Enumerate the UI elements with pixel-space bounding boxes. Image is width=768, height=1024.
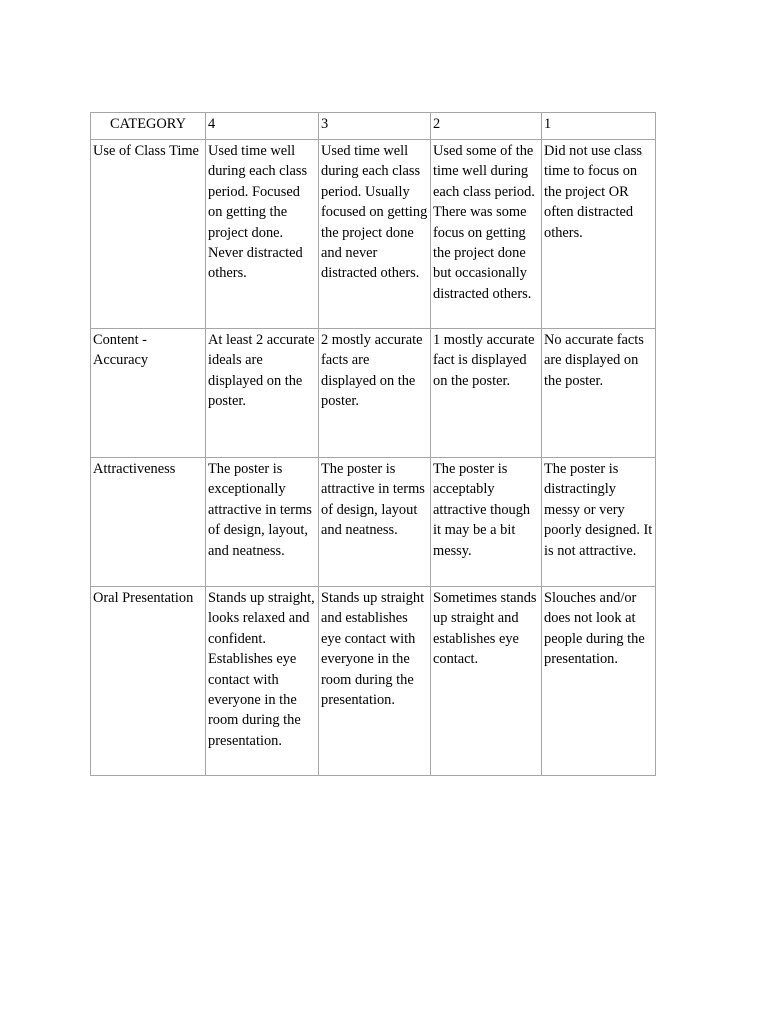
criteria-cell: 1 mostly accurate fact is displayed on the poster. <box>431 329 542 458</box>
category-cell: Oral Presentation <box>91 587 206 776</box>
header-row <box>91 113 656 140</box>
table-row <box>91 587 656 776</box>
criteria-cell: At least 2 accurate ideals are displayed on the poster. <box>206 329 319 458</box>
criteria-cell: The poster is distractingly messy or very poorly designed. It is not attractive. <box>542 458 656 587</box>
criteria-cell: Sometimes stands up straight and establishes eye contact. <box>431 587 542 776</box>
header-cell-score-2: 2 <box>431 113 542 140</box>
table-row <box>91 140 656 329</box>
criteria-cell: Did not use class time to focus on the project OR often distracted others. <box>542 140 656 329</box>
criteria-cell: The poster is acceptably attractive though it may be a bit messy. <box>431 458 542 587</box>
criteria-cell: No accurate facts are displayed on the poster. <box>542 329 656 458</box>
criteria-cell: Stands up straight, looks relaxed and confident. Establishes eye contact with everyone in the room during the presentation. <box>206 587 319 776</box>
rubric-table <box>90 112 656 776</box>
criteria-cell: Used some of the time well during each class period. There was some focus on getting the project done but occasionally distracted others. <box>431 140 542 329</box>
category-cell: Content - Accuracy <box>91 329 206 458</box>
category-cell: Use of Class Time <box>91 140 206 329</box>
table-row <box>91 458 656 587</box>
criteria-cell: 2 mostly accurate facts are displayed on the poster. <box>319 329 431 458</box>
criteria-cell: Stands up straight and establishes eye contact with everyone in the room during the presentation. <box>319 587 431 776</box>
header-cell-score-1: 1 <box>542 113 656 140</box>
criteria-cell: Used time well during each class period. Focused on getting the project done. Never distracted others. <box>206 140 319 329</box>
table-row <box>91 329 656 458</box>
criteria-cell: Slouches and/or does not look at people during the presentation. <box>542 587 656 776</box>
header-cell-score-4: 4 <box>206 113 319 140</box>
header-cell-category: CATEGORY <box>91 113 206 140</box>
header-cell-score-3: 3 <box>319 113 431 140</box>
category-cell: Attractiveness <box>91 458 206 587</box>
criteria-cell: Used time well during each class period. Usually focused on getting the project done and never distracted others. <box>319 140 431 329</box>
criteria-cell: The poster is exceptionally attractive in terms of design, layout, and neatness. <box>206 458 319 587</box>
criteria-cell: The poster is attractive in terms of design, layout and neatness. <box>319 458 431 587</box>
